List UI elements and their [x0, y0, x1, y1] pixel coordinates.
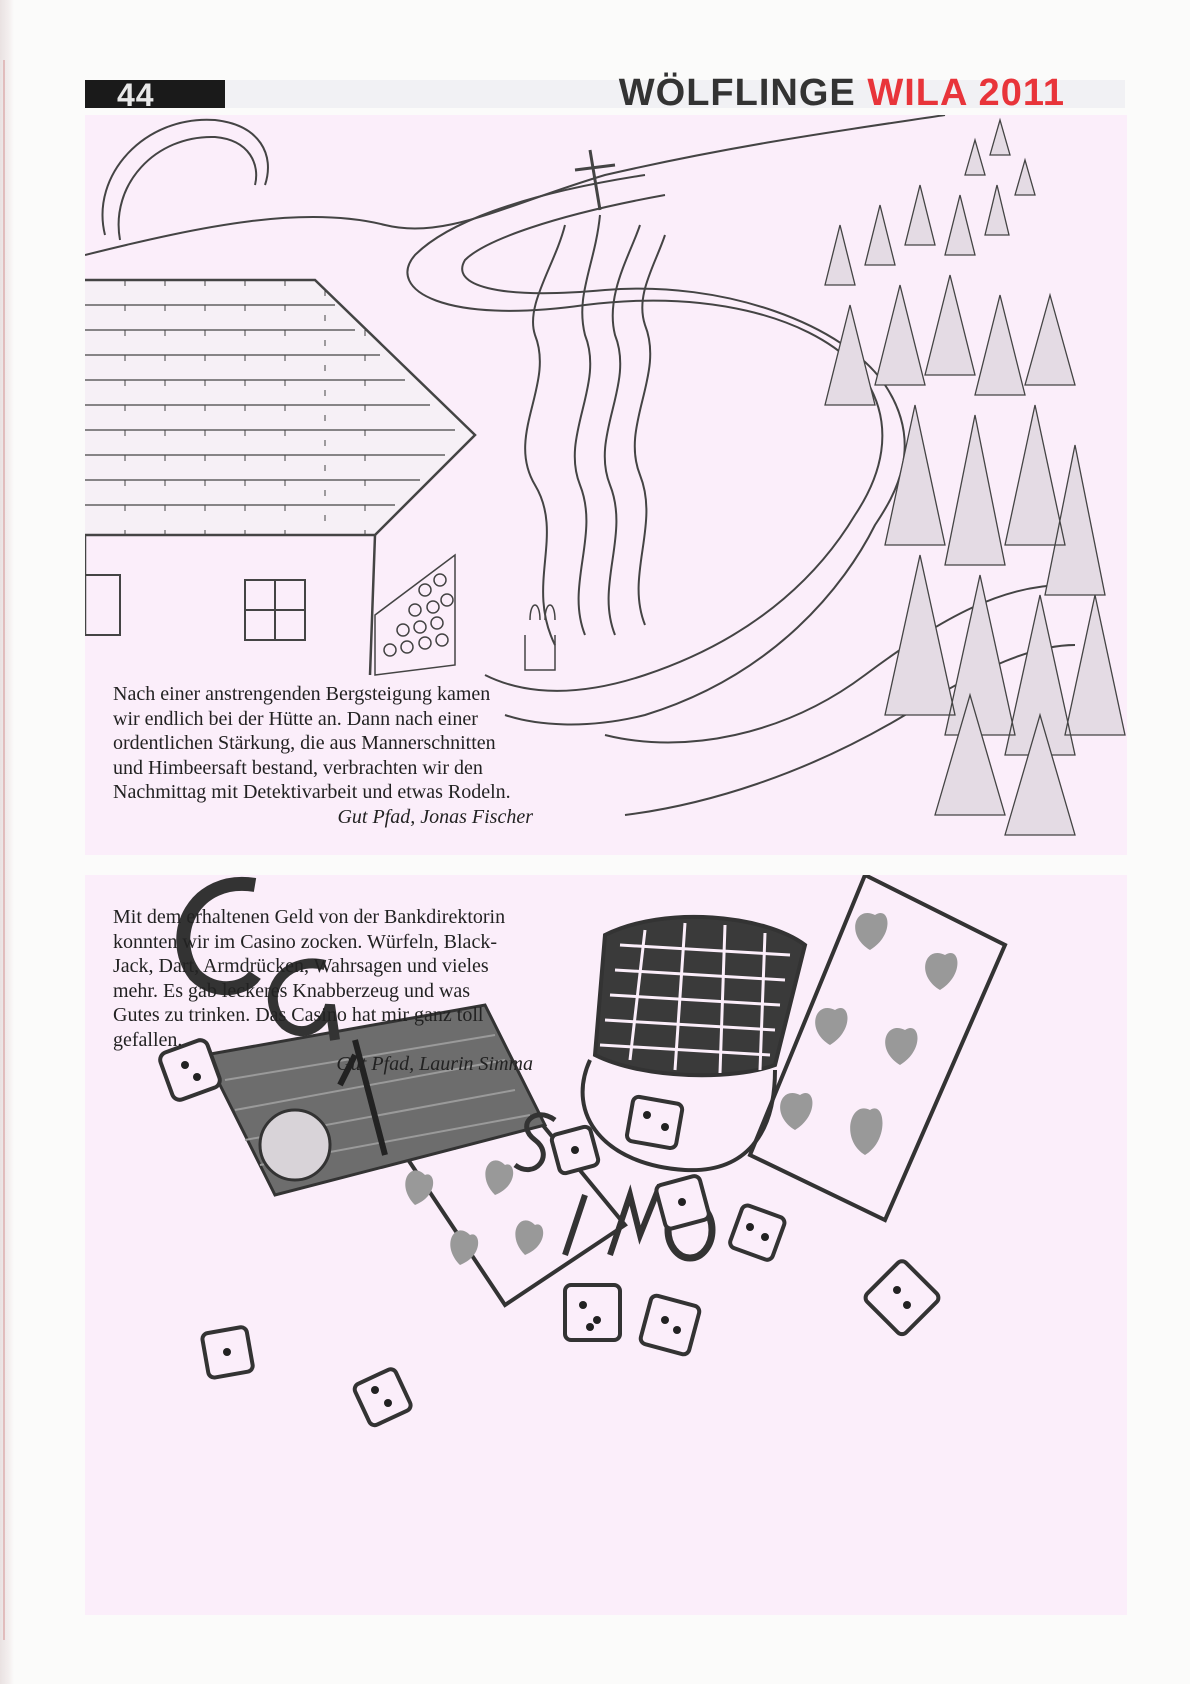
casino-story-line: gefallen.: [113, 1028, 183, 1051]
lettering-i: [565, 1195, 585, 1255]
hut-story-line: Nachmittag mit Detektivarbeit und etwas Rodeln.: [113, 781, 511, 803]
playing-card-right: [750, 875, 1005, 1220]
woodpile: [375, 555, 455, 675]
hut-roof: [85, 280, 475, 535]
hut-story-line: und Himbeersaft bestand, verbrachten wir den: [113, 756, 483, 779]
casino-story-text: [113, 905, 533, 1077]
casino-story-line: mehr. Es gab leckeres Knabberzeug und was: [113, 979, 471, 1002]
hut-drawing-panel: [85, 115, 1127, 855]
sled: [525, 605, 555, 670]
page-number: 44: [85, 80, 225, 108]
hut-story-signature: Gut Pfad, Jonas Fischer: [337, 805, 533, 828]
title-part-2: WILA 2011: [867, 72, 1065, 114]
binding-red-line: [3, 60, 5, 1640]
hut-story-line: wir endlich bei der Hütte an. Dann nach einer: [113, 707, 478, 730]
title-part-1: WÖLFLINGE: [618, 72, 868, 114]
casino-story-line: Jack, Dart, Armdrücken, Wahrsagen und vieles: [113, 955, 489, 977]
hut-window-left: [85, 575, 120, 635]
casino-story-line: Mit dem erhaltenen Geld von der Bankdirektorin: [113, 906, 506, 928]
hut-story-line: Nach einer anstrengenden Bergsteigung kamen: [113, 683, 491, 705]
summit-cross: [575, 150, 615, 210]
page-title: [619, 72, 1065, 115]
hut-story-line: ordentlichen Stärkung, die aus Mannerschnitten: [113, 732, 496, 754]
sun-arc: [103, 120, 268, 235]
hut-story-text: [113, 682, 533, 829]
casino-story-line: konnten wir im Casino zocken. Würfeln, Black-: [113, 930, 497, 953]
casino-story-signature: Gut Pfad, Laurin Simma: [336, 1053, 533, 1075]
lettering-n: [610, 1185, 660, 1255]
casino-drawing-panel: [85, 875, 1127, 1615]
casino-story-line: Gutes zu trinken. Das Casino hat mir ganz toll: [113, 1004, 484, 1026]
dice-cup: [583, 917, 805, 1170]
pine-forest: [825, 120, 1125, 835]
